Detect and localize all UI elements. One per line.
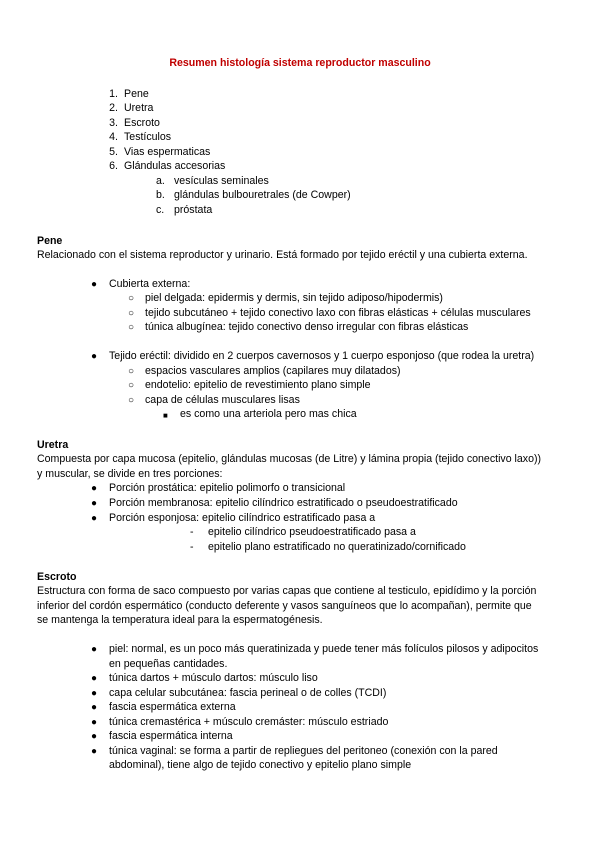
- bullet-item: Cubierta externa:: [109, 278, 191, 290]
- bullet-circle-icon: ○: [128, 293, 135, 304]
- list-number: 5.: [109, 146, 118, 158]
- bullet-disc-icon: ●: [91, 498, 98, 509]
- bullet-disc-icon: ●: [91, 688, 98, 699]
- bullet-disc-icon: ●: [91, 746, 98, 757]
- bullet-disc-icon: ●: [91, 513, 98, 524]
- bullet-circle-icon: ○: [128, 308, 135, 319]
- list-number: 4.: [109, 131, 118, 143]
- section-intro-line: Estructura con forma de saco compuesto por varias capas que contiene al testiculo, epidídimo y la porción: [37, 585, 537, 597]
- list-number: 1.: [109, 88, 118, 100]
- section-intro-line: y muscular, se divide en tres porciones:: [37, 468, 223, 480]
- dash-bullet: -: [190, 526, 194, 538]
- section-heading: Pene: [37, 235, 63, 247]
- section-heading: Uretra: [37, 439, 69, 451]
- bullet-disc-icon: ●: [91, 717, 98, 728]
- bullet-square-icon: ■: [163, 411, 168, 420]
- dash-bullet: -: [190, 541, 194, 553]
- bullet-item-continuation: abdominal), tiene algo de tejido conectivo y epitelio plano simple: [109, 759, 412, 771]
- document-title: Resumen histología sistema reproductor masculino: [169, 57, 431, 69]
- section-intro-line: inferior del cordón espermático (conducto deferente y vasos sanguíneos que lo acompañan), permite que: [37, 600, 532, 612]
- bullet-circle-icon: ○: [128, 380, 135, 391]
- bullet-disc-icon: ●: [91, 673, 98, 684]
- sub-bullet-item: capa de células musculares lisas: [145, 394, 300, 406]
- bullet-disc-icon: ●: [91, 644, 98, 655]
- bullet-item: Porción esponjosa: epitelio cilíndrico estratificado pasa a: [109, 512, 376, 524]
- section-intro-line: Compuesta por capa mucosa (epitelio, glándulas mucosas (de Litre) y lámina propia (tejido conectivo laxo)): [37, 453, 542, 465]
- bullet-circle-icon: ○: [128, 366, 135, 377]
- sub-bullet-item: endotelio: epitelio de revestimiento plano simple: [145, 379, 371, 391]
- sub-list-letter: c.: [156, 204, 165, 216]
- list-item: Glándulas accesorias: [124, 160, 226, 172]
- list-item: Uretra: [124, 102, 154, 114]
- bullet-item: fascia espermática interna: [109, 730, 233, 742]
- dash-item: epitelio plano estratificado no queratinizado/cornificado: [208, 541, 466, 553]
- sub-list-letter: b.: [156, 189, 165, 201]
- sub-bullet-item: espacios vasculares amplios (capilares muy dilatados): [145, 365, 401, 377]
- sub-sub-bullet-item: es como una arteriola pero mas chica: [180, 408, 357, 420]
- bullet-item: túnica dartos + músculo dartos: músculo liso: [109, 672, 318, 684]
- sub-list-item: vesículas seminales: [174, 175, 269, 187]
- list-item: Pene: [124, 88, 149, 100]
- list-item: Testículos: [124, 131, 172, 143]
- section-intro: Relacionado con el sistema reproductor y urinario. Está formado por tejido eréctil y una cubierta externa.: [37, 249, 528, 261]
- bullet-item: túnica vaginal: se forma a partir de repliegues del peritoneo (conexión con la pared: [109, 745, 498, 757]
- section-intro-line: se mantenga la temperatura ideal para la espermatogénesis.: [37, 614, 323, 626]
- list-item: Escroto: [124, 117, 160, 129]
- bullet-disc-icon: ●: [91, 483, 98, 494]
- list-item: Vias espermaticas: [124, 146, 211, 158]
- bullet-item: capa celular subcutánea: fascia perineal o de colles (TCDI): [109, 687, 387, 699]
- sub-bullet-item: túnica albugínea: tejido conectivo denso irregular con fibras elásticas: [145, 321, 469, 333]
- list-number: 2.: [109, 102, 118, 114]
- bullet-item: Porción prostática: epitelio polimorfo o transicional: [109, 482, 346, 494]
- sub-bullet-item: tejido subcutáneo + tejido conectivo laxo con fibras elásticas + células musculares: [145, 307, 531, 319]
- bullet-circle-icon: ○: [128, 322, 135, 333]
- bullet-disc-icon: ●: [91, 279, 98, 290]
- bullet-circle-icon: ○: [128, 395, 135, 406]
- bullet-disc-icon: ●: [91, 351, 98, 362]
- sub-list-item: próstata: [174, 204, 213, 216]
- bullet-item: túnica cremastérica + músculo cremáster: músculo estriado: [109, 716, 389, 728]
- bullet-item: Porción membranosa: epitelio cilíndrico estratificado o pseudoestratificado: [109, 497, 458, 509]
- sub-list-item: glándulas bulbouretrales (de Cowper): [174, 189, 351, 201]
- bullet-disc-icon: ●: [91, 731, 98, 742]
- sub-bullet-item: piel delgada: epidermis y dermis, sin tejido adiposo/hipodermis): [145, 292, 443, 304]
- bullet-item: fascia espermática externa: [109, 701, 236, 713]
- dash-item: epitelio cilíndrico pseudoestratificado pasa a: [208, 526, 416, 538]
- bullet-item-continuation: en pequeñas cantidades.: [109, 658, 228, 670]
- sub-list-letter: a.: [156, 175, 165, 187]
- bullet-item: piel: normal, es un poco más queratinizada y puede tener más folículos pilosos y adipocitos: [109, 643, 539, 655]
- list-number: 6.: [109, 160, 118, 172]
- list-number: 3.: [109, 117, 118, 129]
- section-heading: Escroto: [37, 571, 77, 583]
- bullet-disc-icon: ●: [91, 702, 98, 713]
- bullet-item: Tejido eréctil: dividido en 2 cuerpos cavernosos y 1 cuerpo esponjoso (que rodea la uretra): [109, 350, 535, 362]
